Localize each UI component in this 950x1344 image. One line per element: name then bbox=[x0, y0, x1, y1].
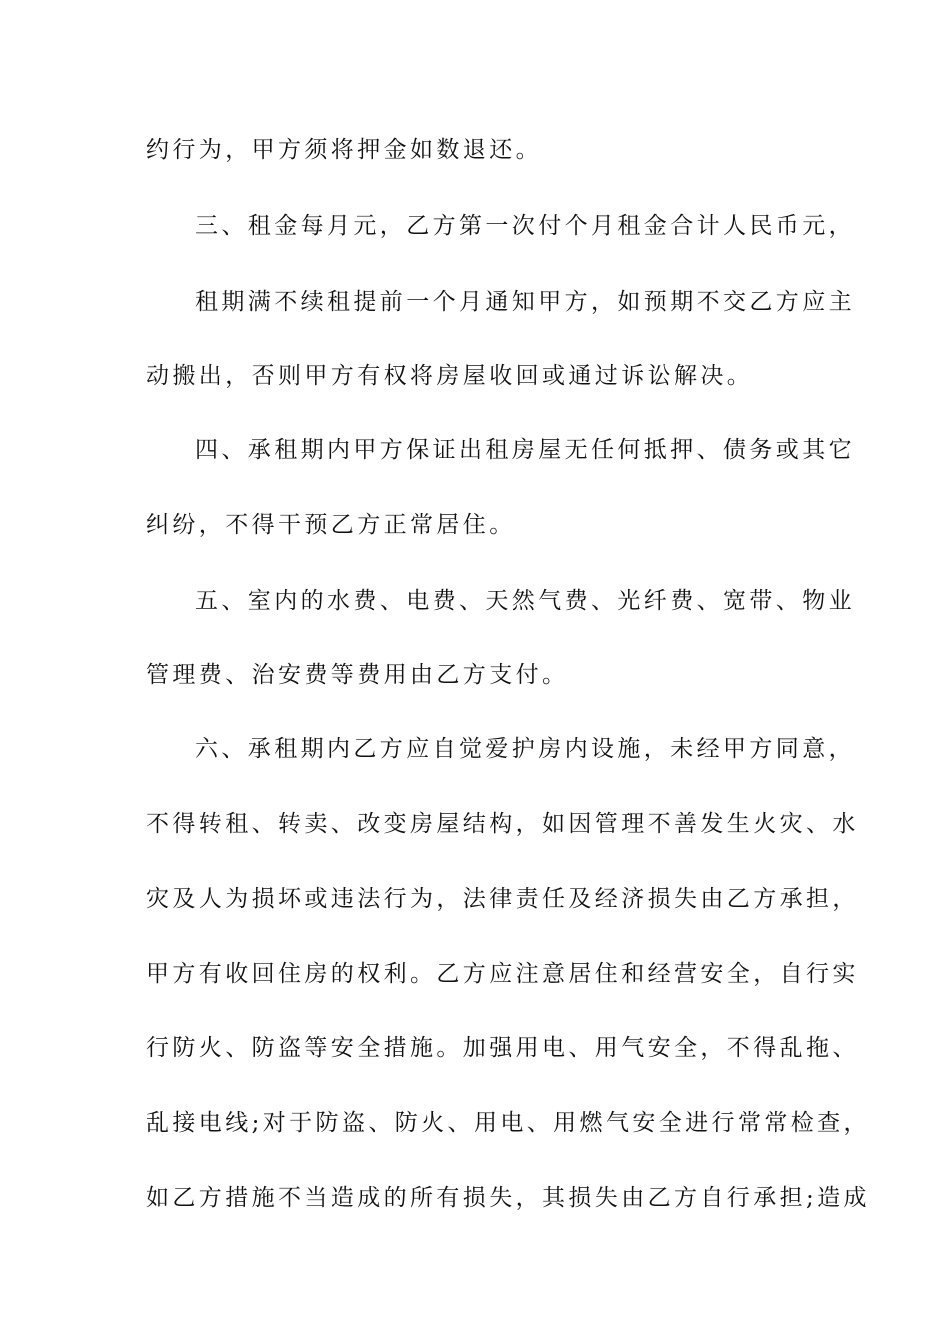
clause-6-line-5: 行防火、防盗等安全措施。加强用电、用气安全，不得乱拖、 bbox=[146, 1035, 859, 1061]
clause-6-line-6: 乱接电线;对于防盗、防火、用电、用燃气安全进行常常检查， bbox=[146, 1110, 870, 1136]
clause-3-line-3: 动搬出，否则甲方有权将房屋收回或通过诉讼解决。 bbox=[146, 363, 754, 389]
clause-3-line-1: 三、租金每月元，乙方第一次付个月租金合计人民币元， bbox=[195, 213, 855, 239]
clause-6-line-7: 如乙方措施不当造成的所有损失，其损失由乙方自行承担;造成 bbox=[146, 1185, 870, 1211]
clause-6-line-2: 不得转租、转卖、改变房屋结构，如因管理不善发生火灾、水 bbox=[146, 811, 859, 837]
clause-5-line-1: 五、室内的水费、电费、天然气费、光纤费、宽带、物业 bbox=[195, 588, 855, 614]
clause-3-line-2: 租期满不续租提前一个月通知甲方，如预期不交乙方应主 bbox=[195, 289, 855, 315]
clause-4-line-1: 四、承租期内甲方保证出租房屋无任何抵押、债务或其它 bbox=[195, 437, 855, 463]
clause-5-line-2: 管理费、治安费等费用由乙方支付。 bbox=[146, 662, 569, 688]
clause-6-line-1: 六、承租期内乙方应自觉爱护房内设施，未经甲方同意， bbox=[195, 736, 855, 762]
clause-6-line-4: 甲方有收回住房的权利。乙方应注意居住和经营安全，自行实 bbox=[146, 961, 859, 987]
clause-4-line-2: 纠纷，不得干预乙方正常居住。 bbox=[146, 512, 516, 538]
text-line-1: 约行为，甲方须将押金如数退还。 bbox=[146, 137, 542, 163]
clause-6-line-3: 灾及人为损坏或违法行为，法律责任及经济损失由乙方承担， bbox=[146, 886, 859, 912]
